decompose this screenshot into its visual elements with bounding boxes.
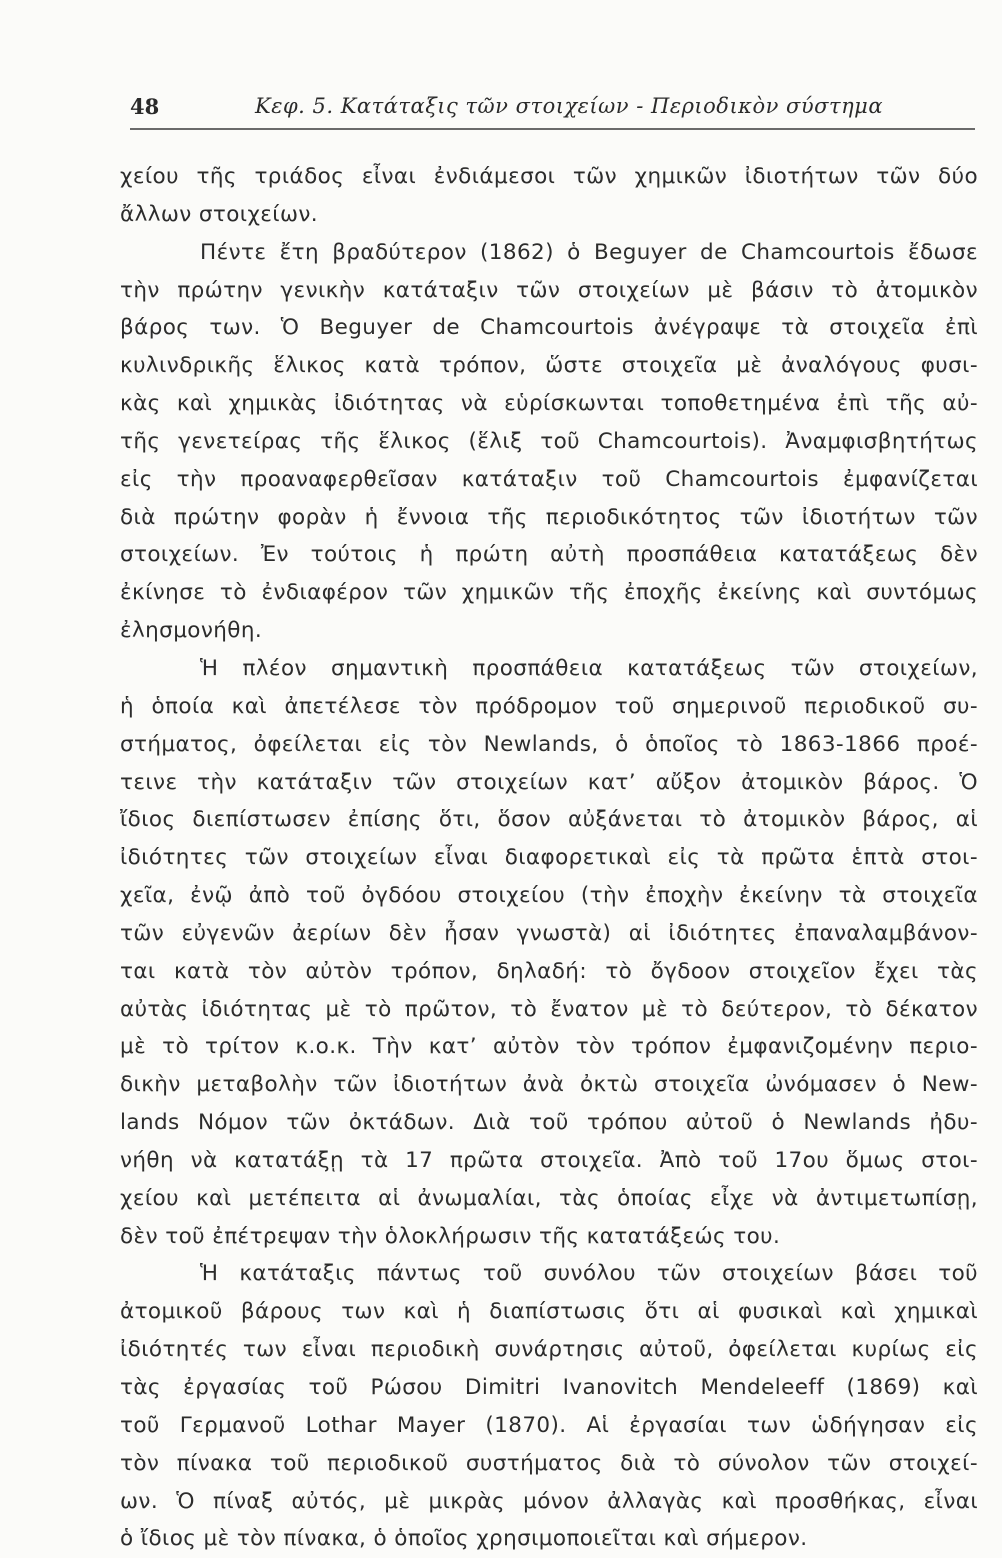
text-line: ἡ ὁποία καὶ ἀπετέλεσε τὸν πρόδρομον τοῦ σημερινοῦ περιοδικοῦ συ-: [120, 693, 978, 719]
body-text: [120, 158, 978, 1558]
text-line: ἰδιότητές των εἶναι περιοδικὴ συνάρτησις αὐτοῦ, ὀφείλεται κυρίως εἰς: [120, 1337, 978, 1363]
running-head: [130, 88, 975, 128]
text-line: κὰς καὶ χημικὰς ἰδιότητας νὰ εὑρίσκωνται τοποθετημένα ἐπὶ τῆς αὐ-: [120, 391, 978, 417]
text-line: lands Νόμον τῶν ὀκτάδων. Διὰ τοῦ τρόπου αὐτοῦ ὁ Newlands ἠδυ-: [120, 1110, 978, 1136]
text-line: βάρος των. Ὁ Beguyer de Chamcourtois ἀνέγραψε τὰ στοιχεῖα ἐπὶ: [120, 315, 978, 341]
text-line: ἐλησμονήθη.: [120, 618, 263, 644]
text-line: τὴν πρώτην γενικὴν κατάταξιν τῶν στοιχείων μὲ βάσιν τὸ ἀτομικὸν: [120, 277, 978, 303]
text-line: ἰδιότητες τῶν στοιχείων εἶναι διαφορετικαὶ εἰς τὰ πρῶτα ἑπτὰ στοι-: [120, 845, 978, 871]
text-line: τὰς ἐργασίας τοῦ Ρώσου Dimitri Ivanovitch Mendeleeff (1869) καὶ: [120, 1375, 978, 1400]
text-line: χεῖα, ἐνῷ ἀπὸ τοῦ ὀγδόου στοιχείου (τὴν ἐποχὴν ἐκείνην τὰ στοιχεῖα: [120, 883, 978, 909]
chapter-title: Κεφ. 5. Κατάταξις τῶν στοιχείων - Περιοδικὸν σύστημα: [255, 94, 884, 118]
text-line: κυλινδρικῆς ἕλικος κατὰ τρόπον, ὥστε στοιχεῖα μὲ ἀναλόγους φυσι-: [120, 353, 978, 379]
header-rule: [130, 128, 975, 130]
text-line: εἰς τὴν προαναφερθεῖσαν κατάταξιν τοῦ Chamcourtois ἐμφανίζεται: [120, 466, 978, 492]
text-line: νήθη νὰ κατατάξῃ τὰ 17 πρῶτα στοιχεῖα. Ἀπὸ τοῦ 17ου ὅμως στοι-: [120, 1147, 978, 1173]
text-line: ἀτομικοῦ βάρους των καὶ ἡ διαπίστωσις ὅτι αἱ φυσικαὶ καὶ χημικαὶ: [120, 1299, 978, 1325]
text-line: ὁ ἴδιος μὲ τὸν πίνακα, ὁ ὁποῖος χρησιμοποιεῖται καὶ σήμερον.: [120, 1526, 808, 1552]
text-line: χείου καὶ μετέπειτα αἱ ἀνωμαλίαι, τὰς ὁποίας εἶχε νὰ ἀντιμετωπίσῃ,: [120, 1185, 978, 1211]
text-line: τεινε τὴν κατάταξιν τῶν στοιχείων κατ’ αὔξον ἀτομικὸν βάρος. Ὁ: [120, 769, 978, 795]
text-line: τὸν πίνακα τοῦ περιοδικοῦ συστήματος διὰ τὸ σύνολον τῶν στοιχεί-: [120, 1450, 978, 1476]
text-line: ἴδιος διεπίστωσεν ἐπίσης ὅτι, ὅσον αὐξάνεται τὸ ἀτομικὸν βάρος, αἱ: [120, 807, 978, 833]
text-line: ων. Ὁ πίναξ αὐτός, μὲ μικρὰς μόνον ἀλλαγὰς καὶ προσθήκας, εἶναι: [120, 1488, 978, 1514]
text-line: διὰ πρώτην φορὰν ἡ ἔννοια τῆς περιοδικότητος τῶν ἰδιοτήτων τῶν: [120, 504, 978, 530]
text-line: τῆς γενετείρας τῆς ἕλικος (ἕλιξ τοῦ Chamcourtois). Ἀναμφισβητήτως: [120, 428, 978, 454]
text-line: στοιχείων. Ἐν τούτοις ἡ πρώτη αὐτὴ προσπάθεια κατατάξεως δὲν: [120, 542, 978, 568]
paragraph-first-line: Πέντε ἔτη βραδύτερον (1862) ὁ Beguyer de Chamcourtois ἔδωσε: [200, 239, 978, 265]
page-number: 48: [130, 94, 160, 119]
paragraph-first-line: Ἡ κατάταξις πάντως τοῦ συνόλου τῶν στοιχείων βάσει τοῦ: [200, 1261, 978, 1287]
text-line: τῶν εὐγενῶν ἀερίων δὲν ἦσαν γνωστὰ) αἱ ἰδιότητες ἐπαναλαμβάνον-: [120, 920, 978, 946]
text-line: αὐτὰς ἰδιότητας μὲ τὸ πρῶτον, τὸ ἔνατον μὲ τὸ δεύτερον, τὸ δέκατον: [120, 996, 978, 1022]
text-line: χείου τῆς τριάδος εἶναι ἐνδιάμεσοι τῶν χημικῶν ἰδιοτήτων τῶν δύο: [120, 164, 978, 189]
text-line: ἄλλων στοιχείων.: [120, 201, 319, 227]
text-line: τοῦ Γερμανοῦ Lothar Mayer (1870). Αἱ ἐργασίαι των ὡδήγησαν εἰς: [120, 1412, 978, 1438]
paragraph-first-line: Ἡ πλέον σημαντικὴ προσπάθεια κατατάξεως τῶν στοιχείων,: [200, 655, 978, 681]
text-line: μὲ τὸ τρίτον κ.ο.κ. Τὴν κατ’ αὐτὸν τὸν τρόπον ἐμφανιζομένην περιο-: [120, 1034, 978, 1060]
text-line: στήματος, ὀφείλεται εἰς τὸν Newlands, ὁ ὁποῖος τὸ 1863-1866 προέ-: [120, 731, 978, 757]
text-line: δὲν τοῦ ἐπέτρεψαν τὴν ὁλοκλήρωσιν τῆς κατατάξεώς του.: [120, 1223, 781, 1249]
text-line: δικὴν μεταβολὴν τῶν ἰδιοτήτων ἀνὰ ὀκτὼ στοιχεῖα ὠνόμασεν ὁ New-: [120, 1072, 978, 1098]
text-line: ται κατὰ τὸν αὐτὸν τρόπον, δηλαδή: τὸ ὄγδοον στοιχεῖον ἔχει τὰς: [120, 958, 978, 984]
text-line: ἐκίνησε τὸ ἐνδιαφέρον τῶν χημικῶν τῆς ἐποχῆς ἐκείνης καὶ συντόμως: [120, 580, 978, 606]
